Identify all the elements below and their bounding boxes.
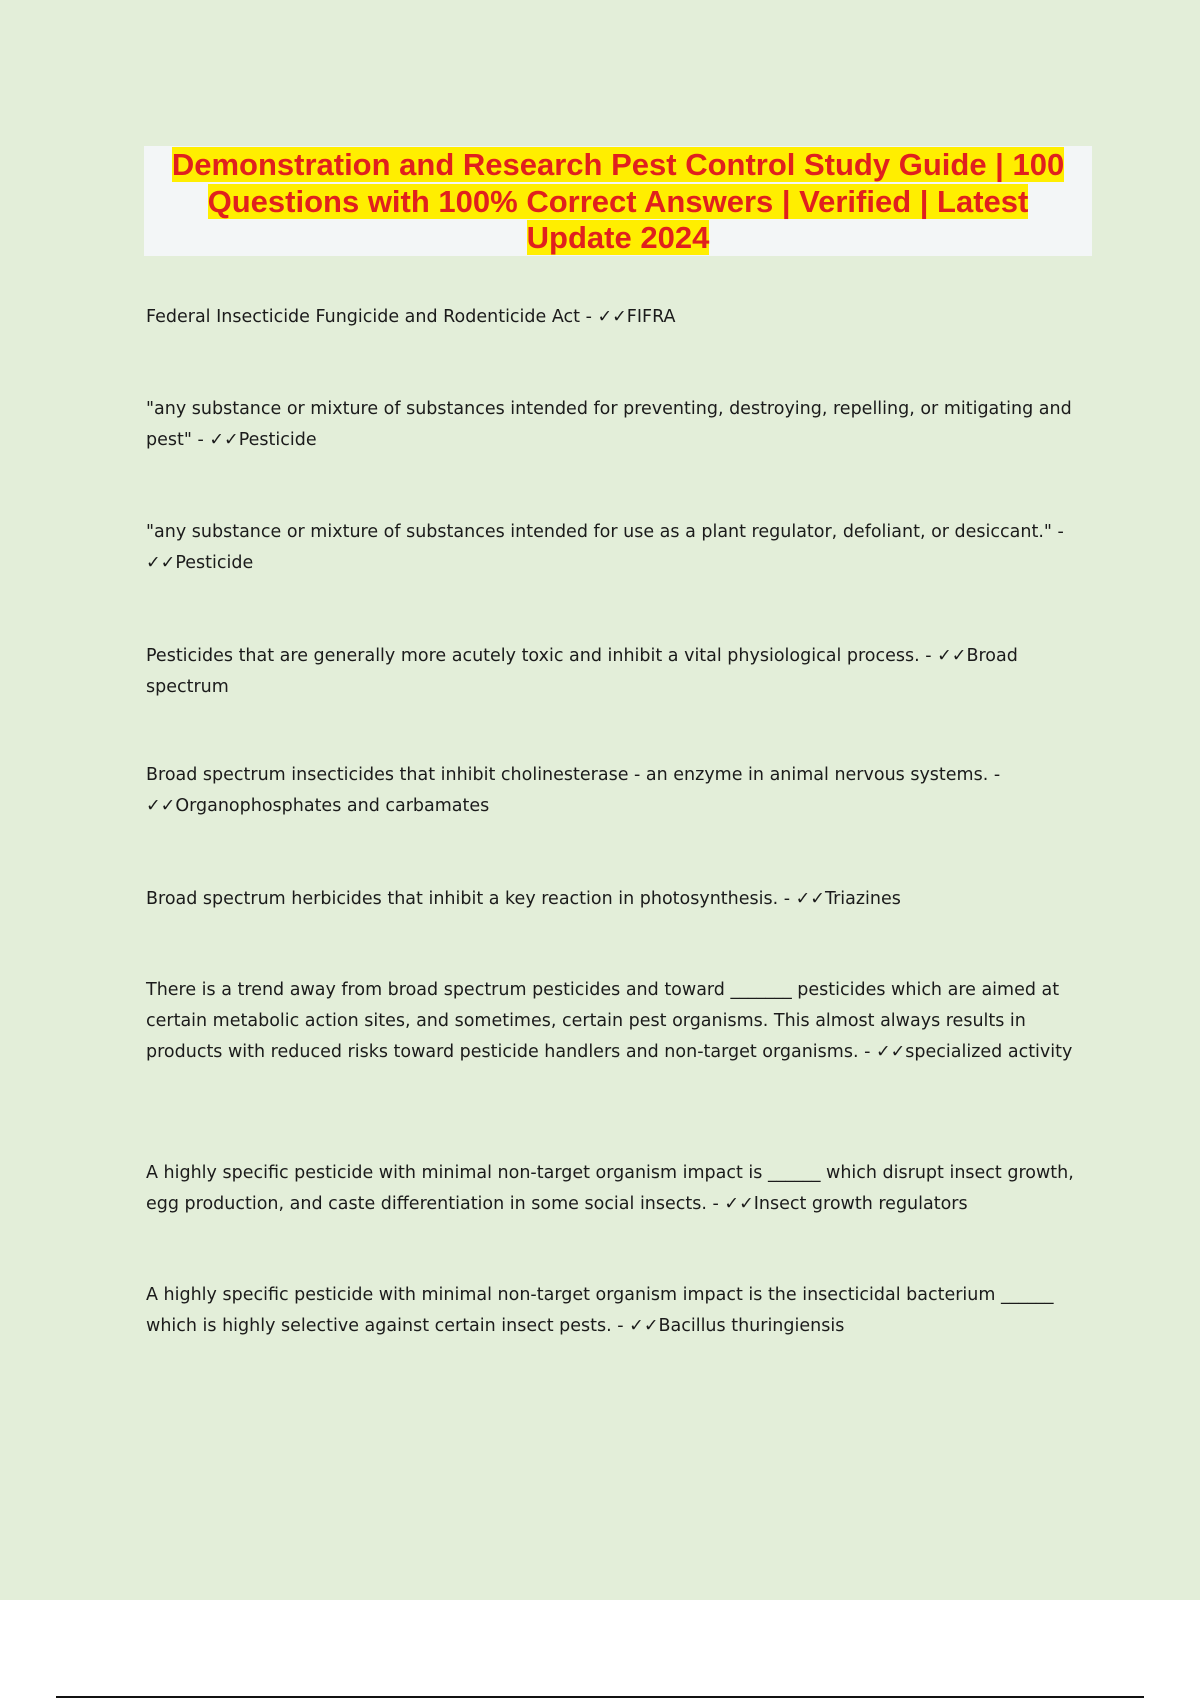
document-title: Demonstration and Research Pest Control Study Guide | 100 Questions with 100% Correct Answers | Verified | Latest Update 2024 <box>171 147 1065 255</box>
answer-text: Organophosphates and carbamates <box>175 796 490 816</box>
check-mark-icon: ✓✓ <box>597 307 627 327</box>
question-text: Broad spectrum herbicides that inhibit a key reaction in photosynthesis. <box>146 889 779 909</box>
question-text: A highly specific pesticide with minimal non-target organism impact is ______ which disrupt insect growth, egg production, and caste differentiation in some social insects. <box>146 1163 1074 1214</box>
question-text: "any substance or mixture of substances intended for use as a plant regulator, defoliant, or desiccant." <box>146 522 1052 542</box>
qa-item <box>146 884 1096 915</box>
separator: - <box>1051 522 1064 542</box>
qa-item <box>146 760 1096 822</box>
separator: - <box>919 646 938 666</box>
check-mark-icon: ✓✓ <box>209 430 239 450</box>
answer-text: Pesticide <box>238 430 317 450</box>
qa-item <box>146 394 1096 456</box>
answer-text: Broad spectrum <box>146 646 1018 697</box>
qa-item <box>146 302 1096 333</box>
check-mark-icon: ✓✓ <box>875 1042 906 1062</box>
question-text: A highly specific pesticide with minimal non-target organism impact is the insecticidal bacterium ______ which is highly selective against certain insect pests. <box>146 1285 1054 1336</box>
answer-text: specialized activity <box>905 1042 1073 1062</box>
qa-item <box>146 1158 1096 1220</box>
question-text: Pesticides that are generally more acutely toxic and inhibit a vital physiological process. <box>146 646 920 666</box>
answer-text: Bacillus thuringiensis <box>658 1316 845 1336</box>
answer-text: Insect growth regulators <box>753 1194 968 1214</box>
separator: - <box>611 1316 630 1336</box>
separator: - <box>858 1042 876 1062</box>
separator: - <box>580 307 598 327</box>
check-mark-icon: ✓✓ <box>146 553 176 573</box>
answer-text: Pesticide <box>175 553 254 573</box>
separator: - <box>706 1194 725 1214</box>
check-mark-icon: ✓✓ <box>629 1316 659 1336</box>
separator: - <box>988 765 1001 785</box>
question-text: Broad spectrum insecticides that inhibit cholinesterase - an enzyme in animal nervous systems. <box>146 765 989 785</box>
question-text: "any substance or mixture of substances intended for preventing, destroying, repelling, or mitigating and pest" <box>146 399 1072 450</box>
question-text: There is a trend away from broad spectrum pesticides and toward _______ pesticides which are aimed at certain metabolic action sites, and sometimes, certain pest organisms. This almost always results in products with reduced risks toward pesticide handlers and non-target organisms. <box>146 980 1060 1062</box>
answer-text: FIFRA <box>626 307 676 327</box>
qa-item <box>146 517 1096 579</box>
separator: - <box>778 889 796 909</box>
separator: - <box>191 430 210 450</box>
check-mark-icon: ✓✓ <box>795 889 825 909</box>
answer-text: Triazines <box>824 889 901 909</box>
question-text: Federal Insecticide Fungicide and Rodenticide Act <box>146 307 581 327</box>
footer-divider <box>56 1696 1144 1698</box>
title-box <box>144 146 1092 256</box>
check-mark-icon: ✓✓ <box>724 1194 754 1214</box>
qa-item <box>146 641 1096 703</box>
check-mark-icon: ✓✓ <box>146 796 176 816</box>
qa-item <box>146 1280 1096 1342</box>
check-mark-icon: ✓✓ <box>937 646 967 666</box>
qa-item <box>146 975 1096 1068</box>
